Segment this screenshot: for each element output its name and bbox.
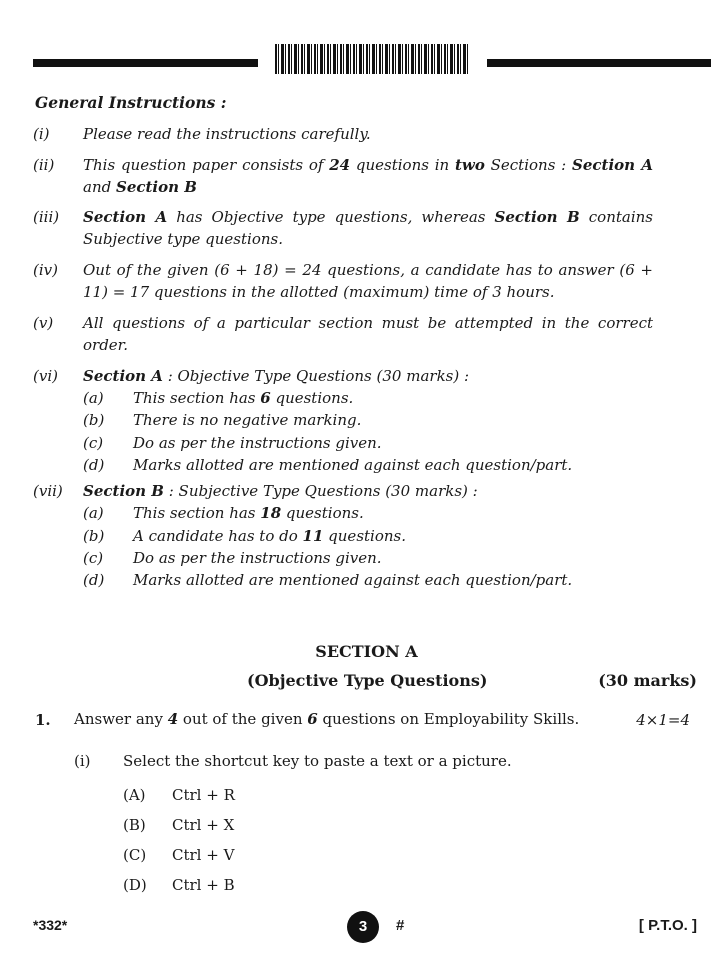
section-b-point bbox=[83, 502, 364, 524]
point-letter: (d) bbox=[83, 571, 105, 589]
instruction-item bbox=[33, 480, 653, 502]
subquestion-number: (i) bbox=[74, 752, 91, 770]
pto-label: [ P.T.O. ] bbox=[638, 917, 697, 934]
point-text: Do as per the instructions given. bbox=[133, 549, 382, 567]
instruction-item bbox=[33, 312, 653, 356]
point-text: There is no negative marking. bbox=[133, 411, 362, 429]
point-letter: (c) bbox=[83, 549, 104, 567]
instruction-item bbox=[33, 206, 653, 250]
page-hash: # bbox=[396, 917, 405, 934]
instruction-text: Section B : Subjective Type Questions (30 marks) : bbox=[83, 482, 478, 500]
option-letter: (C) bbox=[123, 846, 147, 864]
instruction-item bbox=[33, 154, 653, 198]
instruction-number: (ii) bbox=[33, 156, 55, 174]
section-b-point bbox=[83, 525, 406, 547]
option-d bbox=[123, 876, 235, 894]
option-a bbox=[123, 786, 235, 804]
point-text: This section has 18 questions. bbox=[133, 504, 364, 522]
section-a-point bbox=[83, 387, 353, 409]
instruction-text: This question paper consists of 24 questions in two Sections : Section A and Section B bbox=[83, 156, 653, 196]
point-text: Marks allotted are mentioned against each question/part. bbox=[133, 456, 573, 474]
subquestion-text: Select the shortcut key to paste a text or a picture. bbox=[123, 752, 512, 770]
section-a-point bbox=[83, 432, 382, 454]
option-text: Ctrl + X bbox=[172, 816, 235, 834]
instruction-number: (v) bbox=[33, 314, 54, 332]
point-text: This section has 6 questions. bbox=[133, 389, 354, 407]
instruction-text: All questions of a particular section must be attempted in the correct order. bbox=[83, 314, 653, 354]
page-number: 3 bbox=[347, 911, 379, 943]
point-text: A candidate has to do 11 questions. bbox=[133, 527, 406, 545]
point-text: Do as per the instructions given. bbox=[133, 434, 382, 452]
general-instructions-title: General Instructions : bbox=[35, 93, 227, 112]
instruction-number: (i) bbox=[33, 125, 50, 143]
header-rule-right bbox=[487, 59, 711, 67]
question-text: Answer any 4 out of the given 6 questions on Employability Skills. bbox=[74, 710, 580, 728]
section-b-point bbox=[83, 547, 382, 569]
question-number: 1. bbox=[35, 711, 51, 729]
point-letter: (d) bbox=[83, 456, 105, 474]
point-letter: (b) bbox=[83, 411, 105, 429]
question-marks: 4×1=4 bbox=[636, 711, 690, 729]
point-text: Marks allotted are mentioned against each question/part. bbox=[133, 571, 573, 589]
instruction-number: (vi) bbox=[33, 367, 58, 385]
header-rule-left bbox=[33, 59, 258, 67]
instruction-number: (iii) bbox=[33, 208, 60, 226]
instruction-number: (vii) bbox=[33, 482, 63, 500]
option-c bbox=[123, 846, 234, 864]
section-title: SECTION A bbox=[315, 642, 418, 661]
instruction-item bbox=[33, 123, 653, 145]
section-subtitle: (Objective Type Questions) bbox=[247, 671, 488, 690]
option-letter: (B) bbox=[123, 816, 146, 834]
section-b-point bbox=[83, 569, 572, 591]
instruction-text: Section A : Objective Type Questions (30 marks) : bbox=[83, 367, 470, 385]
section-a-point bbox=[83, 454, 572, 476]
option-text: Ctrl + V bbox=[172, 846, 235, 864]
option-text: Ctrl + R bbox=[172, 786, 235, 804]
instruction-item bbox=[33, 259, 653, 303]
instruction-item bbox=[33, 365, 653, 387]
option-letter: (A) bbox=[123, 786, 146, 804]
instruction-text: Section A has Objective type questions, whereas Section B contains Subjective type questions. bbox=[83, 208, 653, 248]
point-letter: (a) bbox=[83, 389, 104, 407]
section-a-point bbox=[83, 409, 361, 431]
section-marks: (30 marks) bbox=[598, 671, 697, 690]
barcode-icon bbox=[275, 44, 468, 74]
paper-code: *332* bbox=[33, 917, 68, 933]
point-letter: (b) bbox=[83, 527, 105, 545]
instruction-text: Out of the given (6 + 18) = 24 questions, a candidate has to answer (6 + 11) = 17 questions in the allotted (maximum) time of 3 hours. bbox=[83, 261, 653, 301]
instruction-text: Please read the instructions carefully. bbox=[83, 125, 371, 143]
option-text: Ctrl + B bbox=[172, 876, 235, 894]
option-b bbox=[123, 816, 234, 834]
point-letter: (c) bbox=[83, 434, 104, 452]
instruction-number: (iv) bbox=[33, 261, 58, 279]
option-letter: (D) bbox=[123, 876, 147, 894]
point-letter: (a) bbox=[83, 504, 104, 522]
